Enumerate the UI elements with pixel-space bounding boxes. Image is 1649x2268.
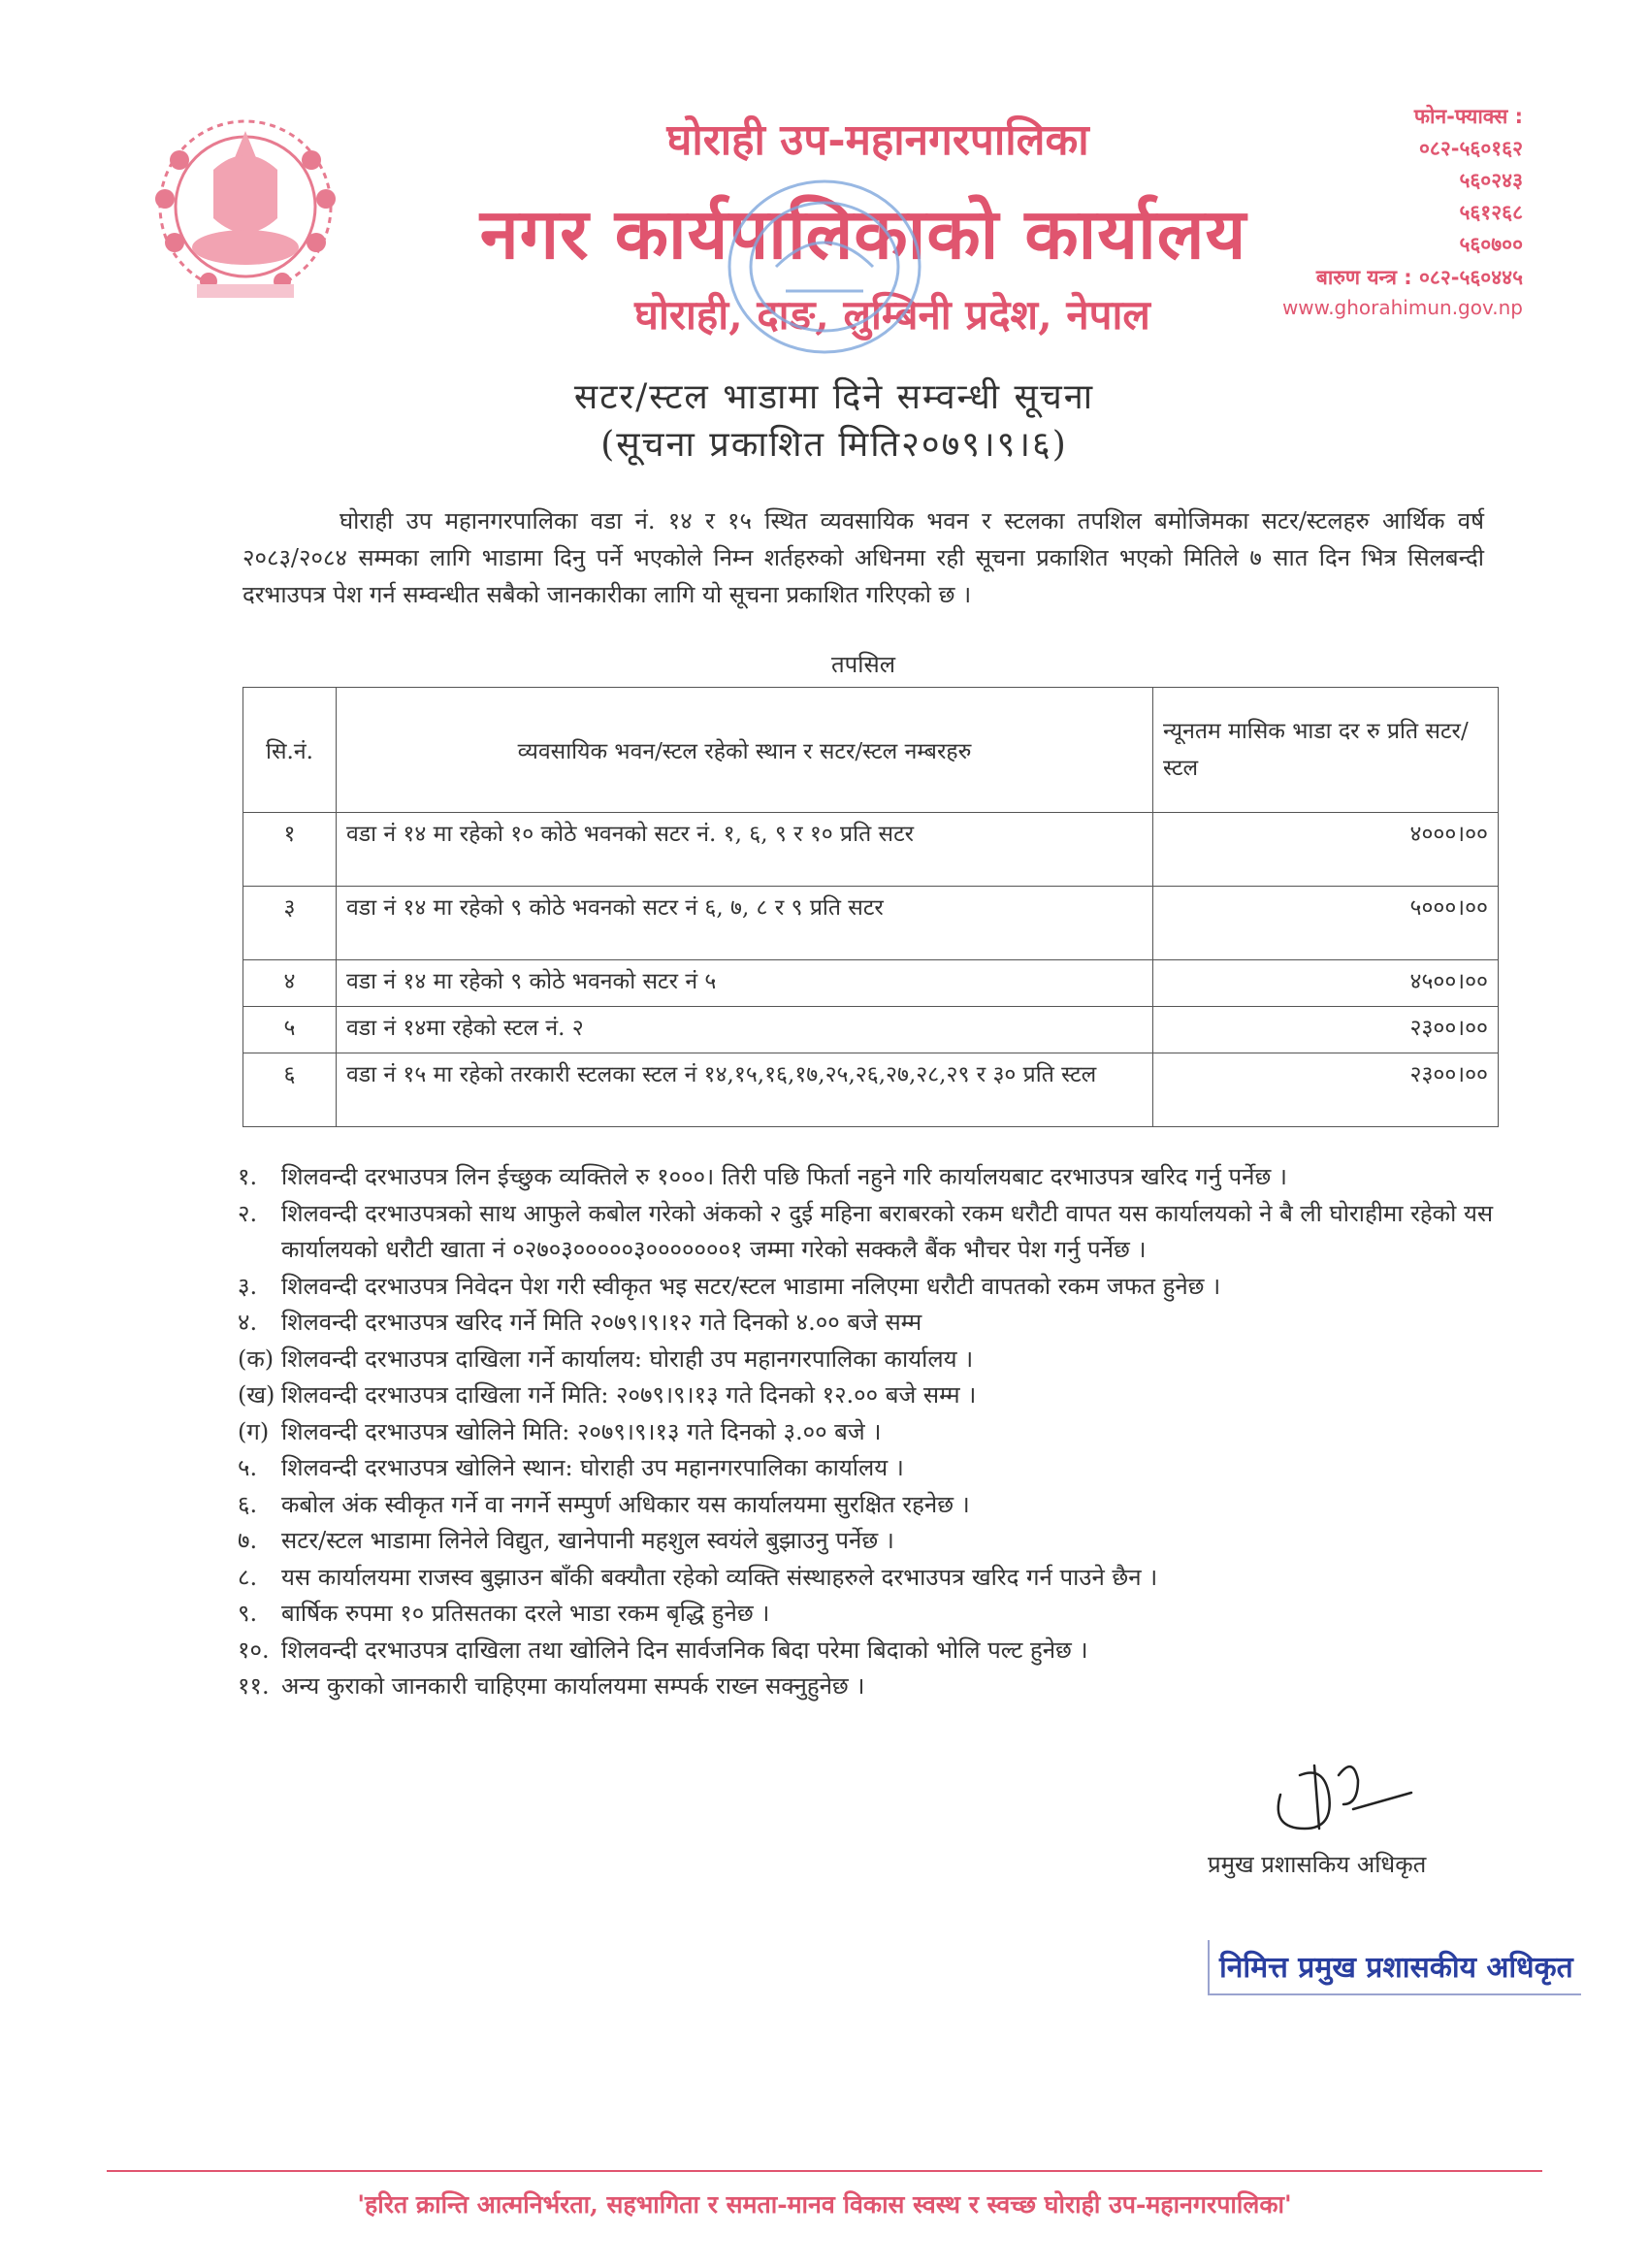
condition-text: शिलवन्दी दरभाउपत्र खोलिने मिति: २०७९।९।१३ गते दिनको ३.०० बजे । [281,1417,882,1445]
row-location: वडा नं १४ मा रहेको ९ कोठे भवनको सटर नं ५ [337,960,1153,1007]
row-rate: २३००।०० [1153,1007,1499,1053]
list-item [238,1414,1504,1451]
municipality-name: घोराही उप-महानगरपालिका [666,115,1089,165]
phone-label: फोन-फ्याक्स : [1413,105,1523,128]
condition-text: शिलवन्दी दरभाउपत्रको साथ आफुले कबोल गरेको अंकको २ दुई महिना बराबरको रकम धरौटी वापत यस कार्यालयको ने बै ली घोराहीमा रहेको यस कार्यालयको धरौटी खाता नं ०२७०३०००००३०००००००१ जम्मा गरेको सक्कलै बैंक भौचर पेश गर्नु पर्नेछ । [281,1199,1494,1263]
phone-number: ५६१२६८ [1459,201,1523,224]
list-item [238,1342,1504,1378]
condition-number: २. [238,1199,258,1227]
table-row [243,1007,1499,1053]
condition-text: शिलवन्दी दरभाउपत्र दाखिला तथा खोलिने दिन सार्वजनिक बिदा परेमा बिदाको भोलि पल्ट हुनेछ । [281,1636,1088,1664]
list-item [238,1523,1504,1560]
condition-text: अन्य कुराको जानकारी चाहिएमा कार्यालयमा सम्पर्क राख्न सक्नुहुनेछ । [281,1672,865,1700]
list-item [238,1196,1504,1269]
table-row [243,887,1499,960]
condition-text: यस कार्यालयमा राजस्व बुझाउन बाँकी बक्यौता रहेको व्यक्ति संस्थाहरुले दरभाउपत्र खरिद गर्न पाउने छैन । [281,1563,1158,1591]
row-serial-number: ४ [243,960,337,1007]
list-item [238,1305,1504,1342]
condition-number: ३. [238,1272,258,1300]
rental-schedule-table [242,687,1499,1127]
condition-number: ५. [238,1454,258,1481]
footer-divider [107,2170,1542,2172]
condition-number: ८. [238,1563,258,1591]
condition-text: सटर/स्टल भाडामा लिनेले विद्युत, खानेपानी महशुल स्वयंले बुझाउनु पर्नेछ । [281,1527,894,1554]
office-name: नगर कार्यपालिकाको कार्यालय [479,192,1247,275]
officer-designation: प्रमुख प्रशासकिय अधिकृत [1208,1851,1427,1878]
condition-text: शिलवन्दी दरभाउपत्र खरिद गर्ने मिति २०७९।९।१२ गते दिनको ४.०० बजे सम्म [281,1309,922,1336]
header-minimum-rate: न्यूनतम मासिक भाडा दर रु प्रति सटर/स्टल [1153,688,1499,813]
condition-text: शिलवन्दी दरभाउपत्र दाखिला गर्ने मिति: २०७९।९।१३ गते दिनको १२.०० बजे सम्म । [281,1381,977,1409]
row-rate: ५०००।०० [1153,887,1499,960]
conditions-list [238,1159,1504,1705]
schedule-heading: तपसिल [830,651,896,678]
condition-number: ९. [238,1600,258,1627]
list-item [238,1269,1504,1306]
row-location: वडा नं १४ मा रहेको ९ कोठे भवनको सटर नं ६, ७, ८ र ९ प्रति सटर [337,887,1153,960]
row-serial-number: ३ [243,887,337,960]
table-row [243,1053,1499,1127]
list-item [238,1669,1504,1705]
website-link[interactable]: www.ghorahimun.gov.np [1281,296,1523,319]
office-address: घोराही, दाङ, लुम्बिनी प्रदेश, नेपाल [634,291,1150,339]
condition-number: (क) [238,1345,275,1373]
condition-text: शिलवन्दी दरभाउपत्र निवेदन पेश गरी स्वीकृत भइ सटर/स्टल भाडामा नलिएमा धरौटी वापतको रकम जफत हुनेछ । [281,1272,1221,1300]
contact-block [1414,101,1523,261]
condition-number: ७. [238,1527,258,1554]
table-row [243,960,1499,1007]
phone-number: ५६०२४३ [1459,169,1523,192]
row-rate: २३००।०० [1153,1053,1499,1127]
row-rate: ४५००।०० [1153,960,1499,1007]
condition-number: ४. [238,1309,258,1336]
condition-text: कबोल अंक स्वीकृत गर्ने वा नगर्ने सम्पुर्ण अधिकार यस कार्यालयमा सुरक्षित रहनेछ । [281,1490,970,1518]
header-location: व्यवसायिक भवन/स्टल रहेको स्थान र सटर/स्टल नम्बरहरु [337,688,1153,813]
condition-text: शिलवन्दी दरभाउपत्र खोलिने स्थान: घोराही उप महानगरपालिका कार्यालय । [281,1454,904,1481]
header-serial-number: सि.नं. [243,688,337,813]
row-location: वडा नं १४मा रहेको स्टल नं. २ [337,1007,1153,1053]
condition-number: (ख) [238,1381,275,1409]
acting-officer-stamp: निमित्त प्रमुख प्रशासकीय अधिकृत [1208,1940,1581,1995]
condition-text: बार्षिक रुपमा १० प्रतिसतका दरले भाडा रकम बृद्धि हुनेछ । [281,1600,770,1627]
phone-number: ०८२-५६०१६२ [1419,137,1523,160]
row-serial-number: १ [243,813,337,887]
condition-number: १. [238,1163,258,1190]
row-serial-number: ५ [243,1007,337,1053]
list-item [238,1377,1504,1414]
footer-tagline: 'हरित क्रान्ति आत्मनिर्भरता, सहभागिता र समता-मानव विकास स्वस्थ र स्वच्छ घोराही उप-महानगरपालिका' [357,2190,1292,2219]
notice-title: सटर/स्टल भाडामा दिने सम्वन्धी सूचना [573,377,1095,417]
condition-number: ६. [238,1490,258,1518]
notice-intro-paragraph: घोराही उप महानगरपालिका वडा नं. १४ र १५ स्थित व्यवसायिक भवन र स्टलका तपशिल बमोजिमका सटर/स्टलहरु आर्थिक वर्ष २०८३/२०८४ सम्मका लागि भाडामा दिनु पर्ने भएकोले निम्न शर्तहरुको अधिनमा रही सूचना प्रकाशित भएको मितिले ७ सात दिन भित्र सिलबन्दी दरभाउपत्र पेश गर्न सम्वन्धीत सबैको जानकारीका लागि यो सूचना प्रकाशित गरिएको छ । [242,507,1484,608]
row-serial-number: ६ [243,1053,337,1127]
condition-number: ११. [238,1672,270,1700]
list-item [238,1633,1504,1669]
table-row [243,813,1499,887]
list-item [238,1596,1504,1633]
list-item [238,1560,1504,1597]
notice-publication-date: (सूचना प्रकाशित मिति२०७९।९।६) [600,425,1068,465]
list-item [238,1487,1504,1524]
fax-number: बारुण यन्त्र : ०८२-५६०४४५ [1315,266,1523,289]
list-item [238,1450,1504,1487]
condition-number: १०. [238,1636,270,1664]
row-rate: ४०००।०० [1153,813,1499,887]
condition-number: (ग) [238,1417,270,1445]
office-seal-stamp-icon [698,160,951,373]
list-item [238,1159,1504,1196]
row-location: वडा नं १५ मा रहेको तरकारी स्टलका स्टल नं १४,१५,१६,१७,२५,२६,२७,२८,२९ र ३० प्रति स्टल [337,1053,1153,1127]
table-header-row [243,688,1499,813]
condition-text: शिलवन्दी दरभाउपत्र लिन ईच्छुक व्यक्तिले रु १०००। तिरी पछि फिर्ता नहुने गरि कार्यालयबाट दरभाउपत्र खरिद गर्नु पर्नेछ । [281,1163,1288,1190]
phone-number: ५६०७०० [1459,233,1523,256]
row-location: वडा नं १४ मा रहेको १० कोठे भवनको सटर नं. १, ६, ९ र १० प्रति सटर [337,813,1153,887]
signature-icon [1261,1736,1416,1843]
condition-text: शिलवन्दी दरभाउपत्र दाखिला गर्ने कार्यालय: घोराही उप महानगरपालिका कार्यालय । [281,1345,974,1373]
